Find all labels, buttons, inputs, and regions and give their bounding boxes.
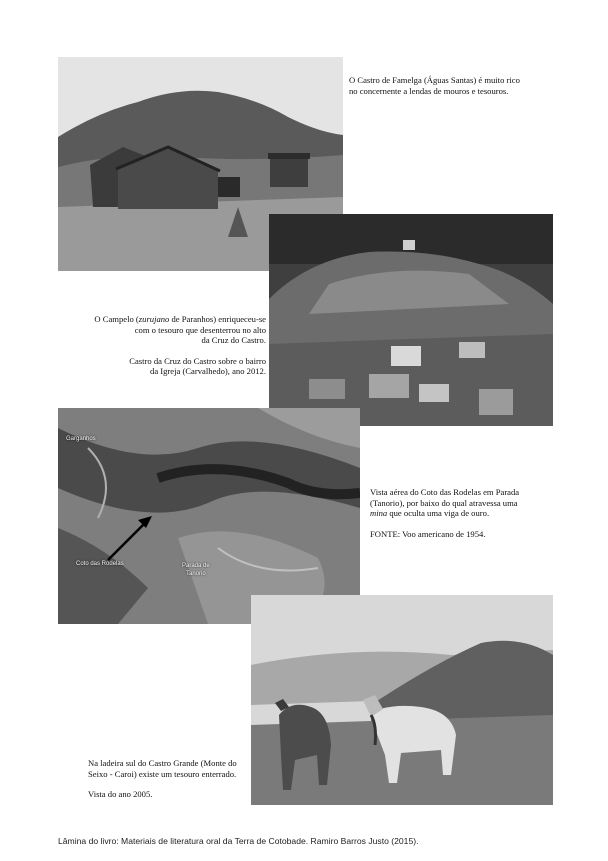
- map-label-parada-2: Tanorio: [186, 571, 206, 577]
- caption-campelo-line-1: O Campelo (zurujano de Paranhos) enriqueceu-se: [94, 314, 266, 324]
- caption-rodelas-line-4: FONTE: Voo americano de 1954.: [370, 528, 486, 539]
- caption-rodelas-line-2: (Tanorio), por baixo do qual atravessa uma: [370, 497, 518, 508]
- caption-campelo-line-4: Castro da Cruz do Castro sobre o bairro: [129, 355, 266, 366]
- caption-rodelas-line-1: Vista aérea do Coto das Rodelas em Parada: [370, 487, 520, 497]
- caption-campelo-line-5: da Igreja (Carvalhedo), ano 2012.: [150, 366, 266, 377]
- caption-coto-das-rodelas: [370, 487, 519, 539]
- photo-castro-grande: [251, 595, 553, 805]
- caption-cruz-do-castro: [16, 314, 266, 377]
- aerial-photo-coto-das-rodelas: [58, 408, 360, 624]
- caption-famelga-line-1: O Castro de Famelga (Águas Santas) é muito rico: [349, 75, 520, 85]
- footer-credit: Lâmina do livro: Materiais de literatura oral da Terra de Cotobade. Ramiro Barros Justo (2015).: [58, 836, 419, 846]
- caption-castro-grande: [88, 758, 237, 800]
- caption-famelga-line-2: no concernente a lendas de mouros e tesouros.: [349, 85, 509, 96]
- map-label-garganhos: Garganhos: [66, 436, 96, 442]
- caption-grande-line-2: Seixo - Caroi) existe um tesouro enterrado.: [88, 768, 237, 779]
- caption-grande-line-1: Na ladeira sul do Castro Grande (Monte do: [88, 758, 237, 768]
- caption-grande-line-3: Vista do ano 2005.: [88, 789, 153, 800]
- caption-rodelas-line-3: mina que oculta uma viga de ouro.: [370, 508, 490, 519]
- map-label-parada-1: Parada de: [182, 563, 210, 569]
- photo-cruz-do-castro: [269, 214, 553, 426]
- map-label-coto-das-rodelas: Coto das Rodelas: [76, 561, 124, 567]
- caption-campelo-line-3: da Cruz do Castro.: [201, 335, 266, 346]
- caption-campelo-line-2: com o tesouro que desenterrou no alto: [134, 324, 266, 335]
- caption-castro-famelga: [349, 75, 520, 96]
